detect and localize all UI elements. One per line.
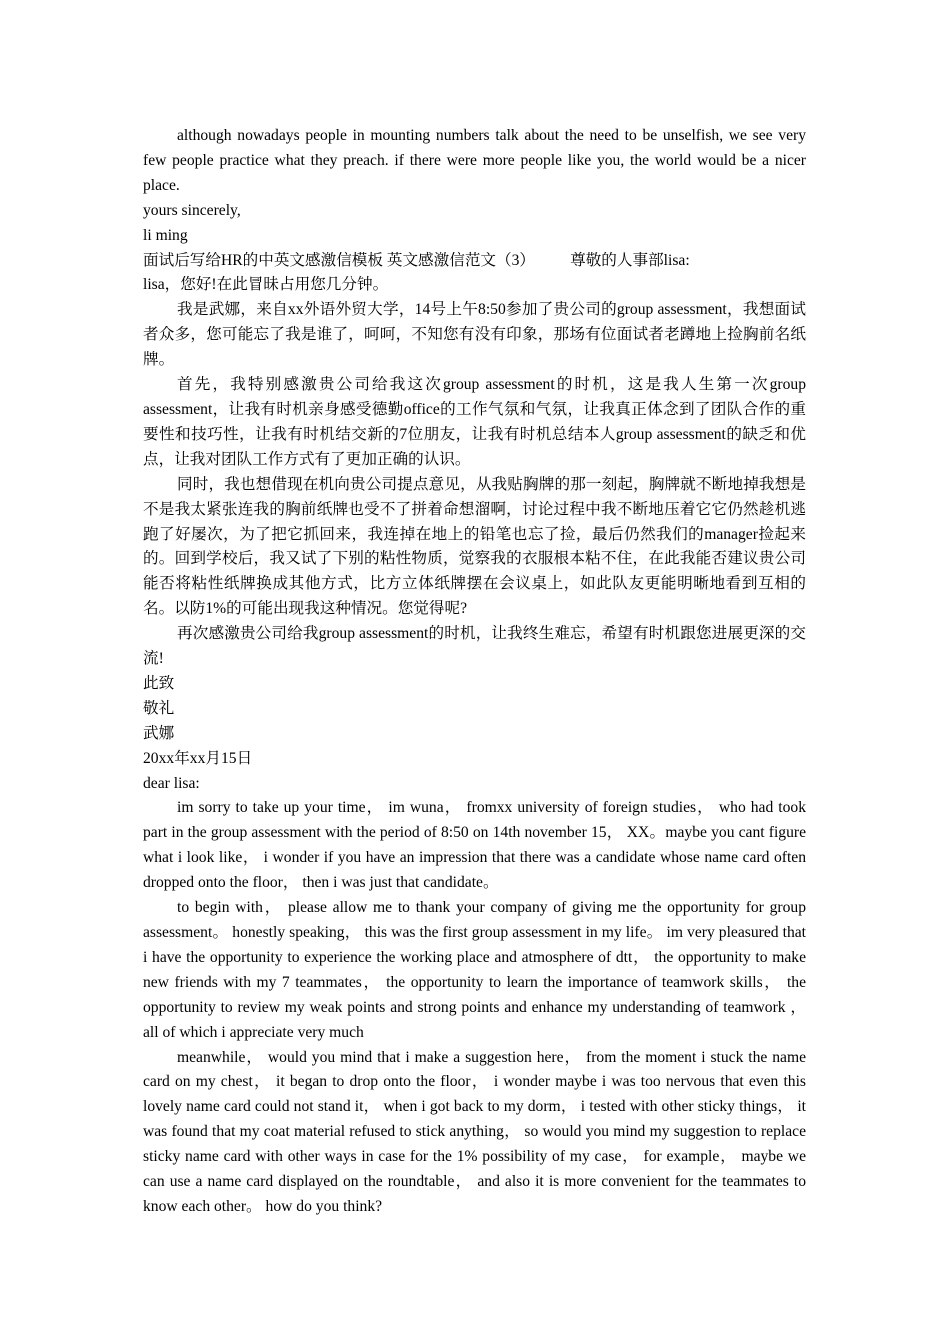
closing-line-1: 此致 [143, 674, 175, 692]
greeting-line: lisa，您好!在此冒昧占用您几分钟。 [143, 276, 389, 294]
paragraph-introduction: 我是武娜，来自xx外语外贸大学，14号上午8:50参加了贵公司的group assessment，我想面试者众多，您可能忘了我是谁了，呵呵，不知您有没有印象，那场有位面试者老蹲地上捡胸前名纸牌。 [143, 301, 806, 369]
paragraph-thanks-again: 再次感激贵公司给我group assessment的时机，让我终生难忘，希望有时机跟您进展更深的交流! [143, 625, 806, 668]
signoff-line: yours sincerely, [143, 201, 241, 219]
date-line: 20xx年xx月15日 [143, 749, 253, 767]
paragraph-suggestion: 同时，我也想借现在机向贵公司提点意见，从我贴胸牌的那一刻起，胸牌就不断地掉我想是不是我太紧张连我的胸前纸牌也受不了拼着命想溜啊，讨论过程中我不断地压着它它仍然趁机逃跑了好屡次，为了把它抓回来，我连掉在地上的铅笔也忘了捡，最后仍然我们的manager捡起来的。回到学校后，我又试了下别的粘性物质，觉察我的衣服根本粘不住，在此我能否建议贵公司能否将粘性纸牌换成其他方式，比方立体纸牌摆在会议桌上，如此队友更能明晰地看到互相的名。以防1%的可能出现我这种情况。您觉得呢? [143, 475, 806, 618]
signature-name: li ming [143, 226, 188, 244]
paragraph-closing-thoughts: although nowadays people in mounting numbers talk about the need to be unselfish, we see very few people practice what they preach. if there were more people like you, the world would be a nicer place. [143, 127, 806, 194]
paragraph-english-thanks: to begin with， please allow me to thank your company of giving me the opportunity for group assessment。 honestly speaking， this was the first group assessment in my life。 im very pleasured that i have the opportunity to experience the working place and atmosphere of dtt， the opportunity to make new friends with my 7 teammates， the opportunity to learn the importance of teamwork skills， the opportunity to review my weak points and strong points and enhance my understanding of teamwork ， all of which i appreciate very much [143, 899, 806, 1041]
section-heading: 面试后写给HR的中英文感激信模板 英文感激信范文（3） 尊敬的人事部lisa: [143, 251, 690, 269]
document-page [143, 124, 806, 1220]
paragraph-english-intro: im sorry to take up your time， im wuna， fromxx university of foreign studies， who had took part in the group assessment with the period of 8:50 on 14th november 15， XX。maybe you cant figure what i look like， i wonder if you have an impression that there was a candidate whose name card often dropped onto the floor， then i was just that candidate。 [143, 799, 806, 892]
signature-cn: 武娜 [143, 724, 175, 742]
paragraph-thanks: 首先，我特别感激贵公司给我这次group assessment的时机，这是我人生第一次group assessment，让我有时机亲身感受德勤office的工作气氛和气氛，让我真正体念到了团队合作的重要性和技巧性，让我有时机结交新的7位朋友，让我有时机总结本人group assessment的缺乏和优点，让我对团队工作方式有了更加正确的认识。 [143, 376, 806, 468]
paragraph-english-suggestion: meanwhile， would you mind that i make a suggestion here， from the moment i stuck the name card on my chest， it began to drop onto the floor， i wonder maybe i was too nervous that even this lovely name card could not stand it， when i got back to my dorm， i tested with other sticky things， it was found that my coat material refused to stick anything， so would you mind my suggestion to replace sticky name card with other ways in case for the 1% possibility of my case， for example， maybe we can use a name card displayed on the roundtable， and also it is more convenient for the teammates to know each other。 how do you think? [143, 1048, 806, 1215]
english-greeting: dear lisa: [143, 774, 200, 792]
closing-line-2: 敬礼 [143, 699, 175, 717]
